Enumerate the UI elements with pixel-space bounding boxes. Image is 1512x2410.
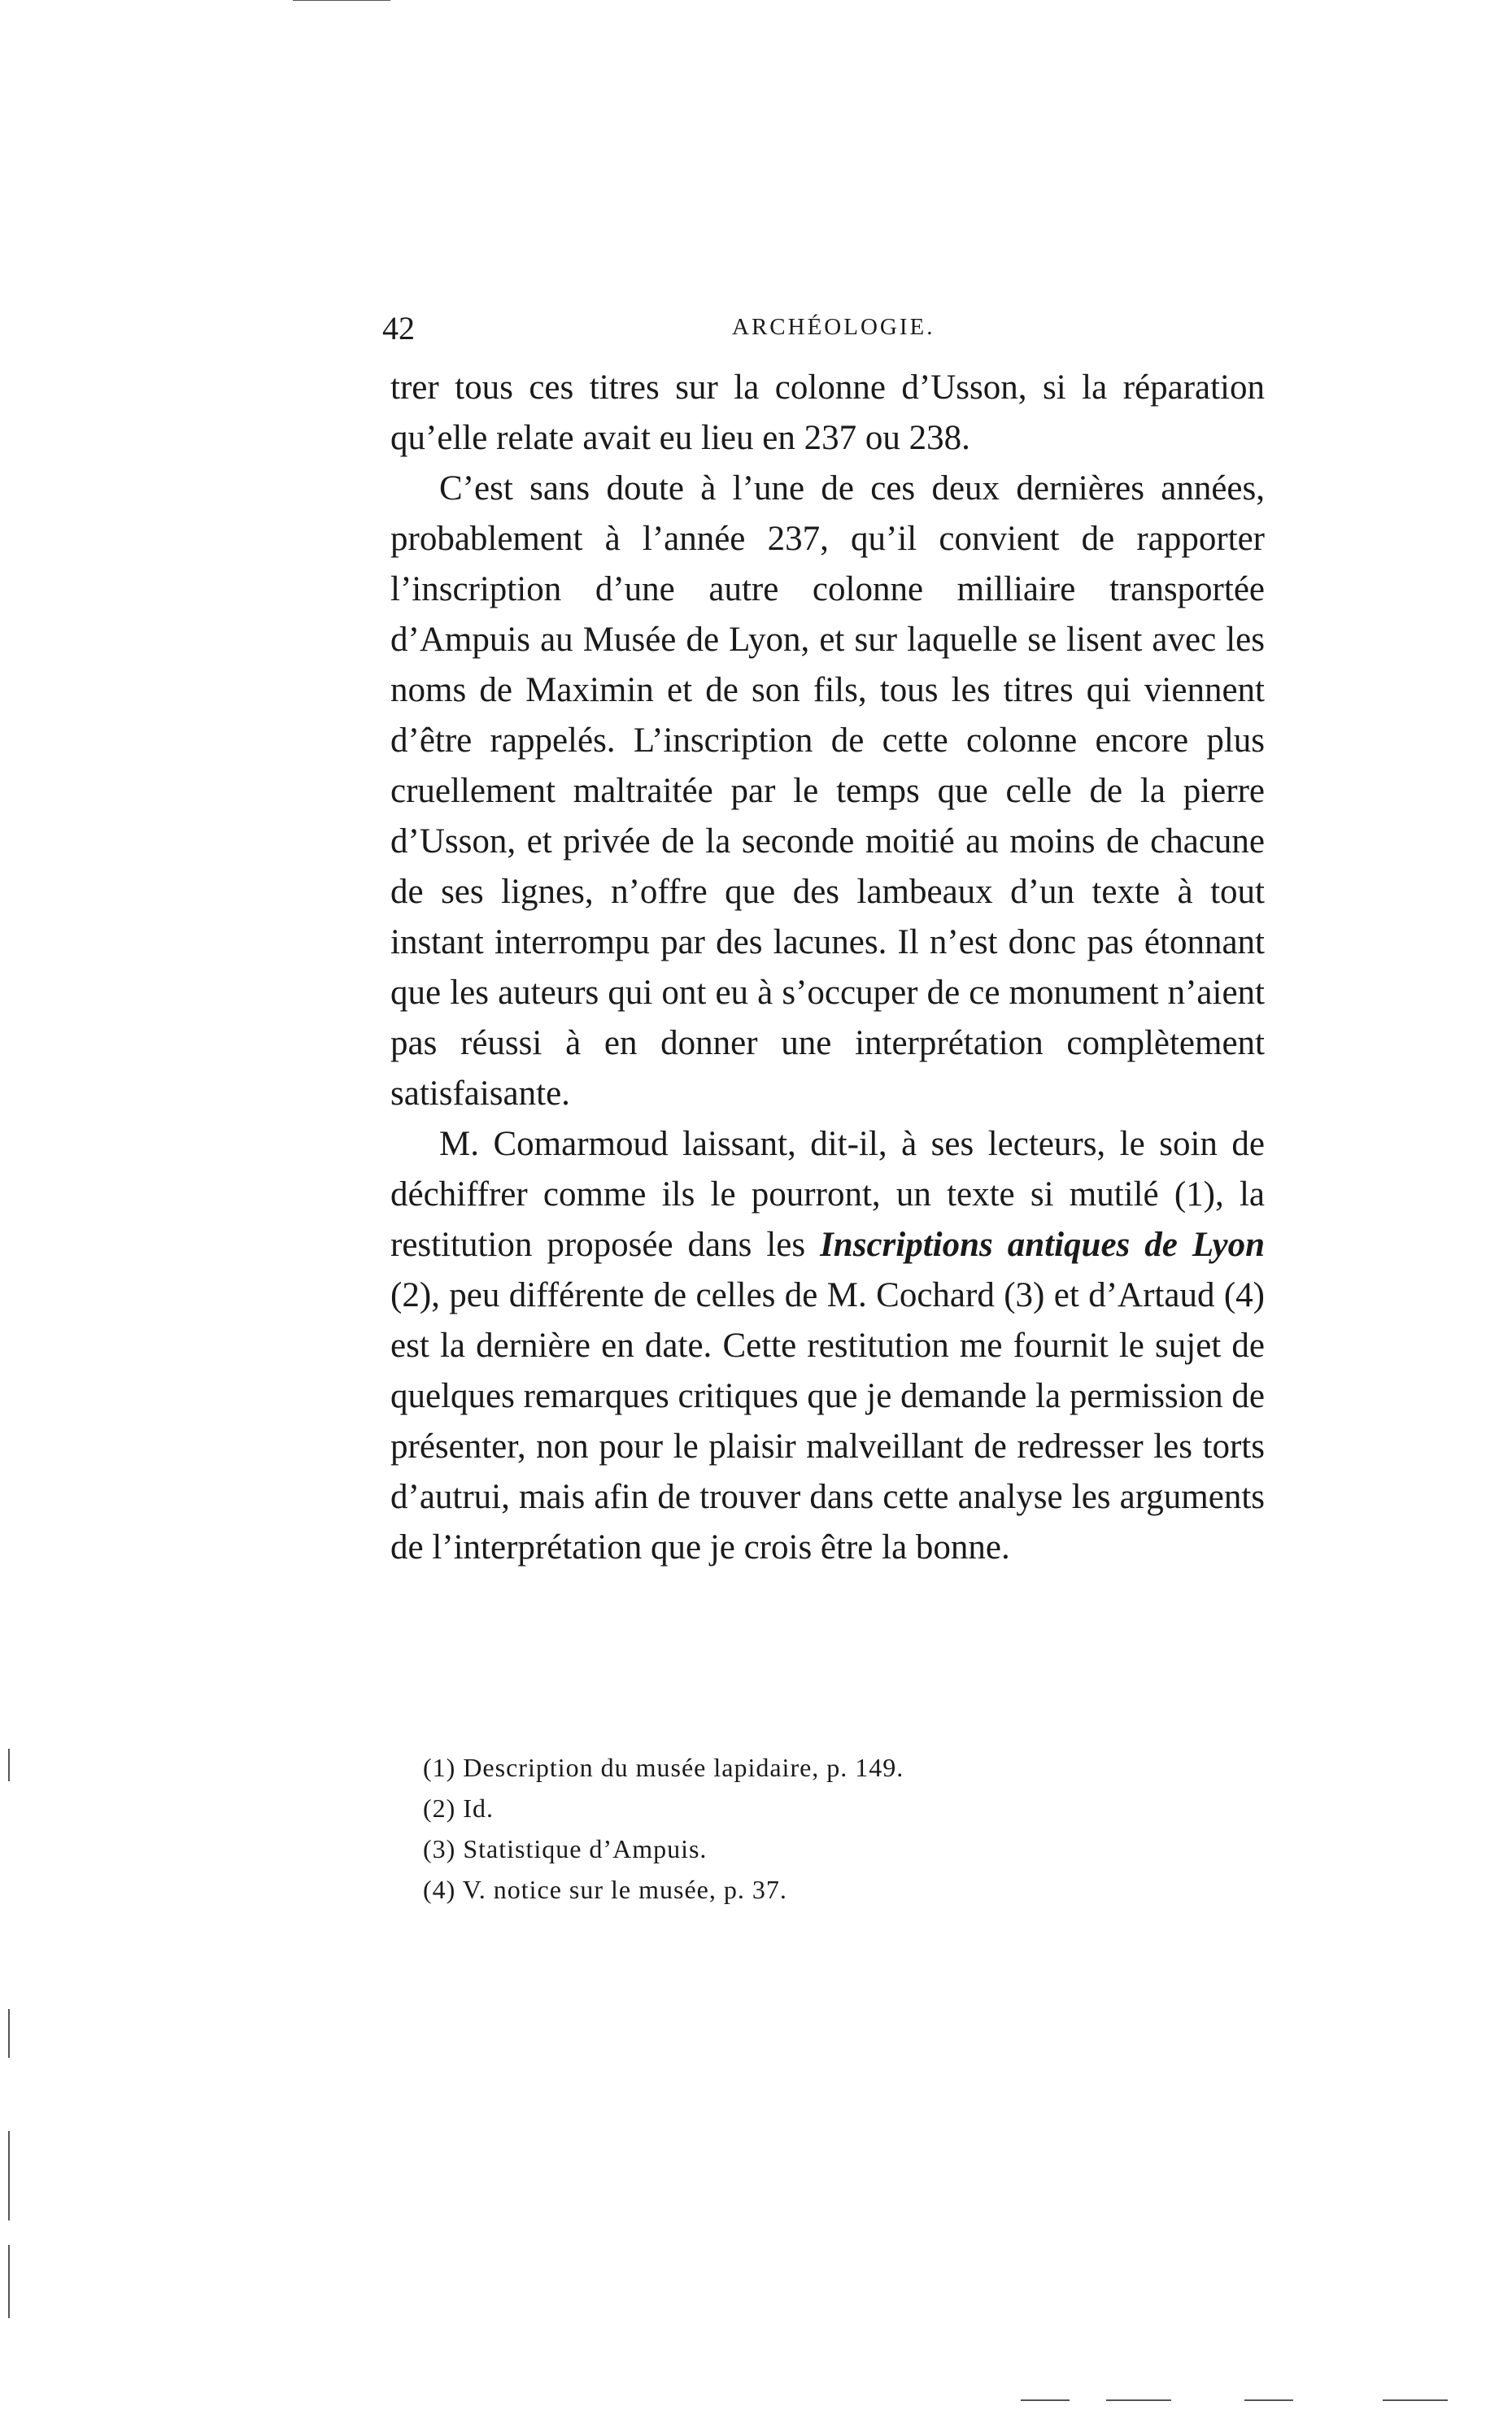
paragraph-3-text-before: M. Comarmoud laissant, dit-il, à ses lecteurs, le soin de déchiffrer comme ils le pourront, un texte si mutilé (1), la restitution proposée dans les — [390, 1125, 1265, 1264]
page-number: 42 — [382, 310, 415, 346]
scan-margin-mark — [8, 2009, 10, 2058]
body-text — [390, 363, 1265, 1573]
scan-edge-mark — [1244, 2399, 1293, 2401]
scan-edge-mark — [1383, 2399, 1448, 2401]
scan-margin-mark — [8, 2245, 10, 2318]
scan-edge-mark — [1021, 2399, 1070, 2401]
paragraph-3 — [390, 1119, 1265, 1573]
scan-margin-mark — [8, 1749, 10, 1781]
running-title: ARCHÉOLOGIE. — [732, 314, 935, 340]
footnote-2: (2) Id. — [423, 1793, 494, 1823]
footnotes — [423, 1747, 1155, 1910]
scan-edge-mark — [1106, 2399, 1171, 2401]
scan-edge-mark — [293, 0, 390, 1]
paragraph-3-text-after: (2), peu différente de celles de M. Cochard (3) et d’Artaud (4) est la dernière en date. Cette restitution me fournit le sujet de quelques remarques critiques que je demande la permission de présenter, non pour le plaisir malveillant de redresser les torts d’autrui, mais afin de trouver dans cette analyse les arguments de l’interprétation que je crois être la bonne. — [390, 1276, 1265, 1567]
scan-margin-mark — [8, 2131, 10, 2220]
footnote-4: (4) V. notice sur le musée, p. 37. — [423, 1875, 787, 1904]
footnote-1: (1) Description du musée lapidaire, p. 149. — [423, 1753, 904, 1782]
paragraph-2: C’est sans doute à l’une de ces deux dernières années, probablement à l’année 237, qu’il convient de rapporter l’inscription d’une autre colonne milliaire transportée d’Ampuis au Musée de Lyon, et sur laquelle se lisent avec les noms de Maximin et de son fils, tous les titres qui viennent d’être rappelés. L’inscription de cette colonne encore plus cruellement maltraitée par le temps que celle de la pierre d’Usson, et privée de la seconde moitié au moins de chacune de ses lignes, n’offre que des lambeaux d’un texte à tout instant interrompu par des lacunes. Il n’est donc pas étonnant que les auteurs qui ont eu à s’occuper de ce monument n’aient pas réussi à en donner une interprétation complètement satisfaisante. — [390, 469, 1265, 1113]
footnote-3: (3) Statistique d’Ampuis. — [423, 1834, 708, 1863]
paragraph-1: trer tous ces titres sur la colonne d’Usson, si la réparation qu’elle relate avait eu lieu en 237 ou 238. — [390, 368, 1265, 457]
italic-book-title: Inscriptions antiques de Lyon — [820, 1226, 1265, 1264]
running-head — [382, 309, 1261, 358]
